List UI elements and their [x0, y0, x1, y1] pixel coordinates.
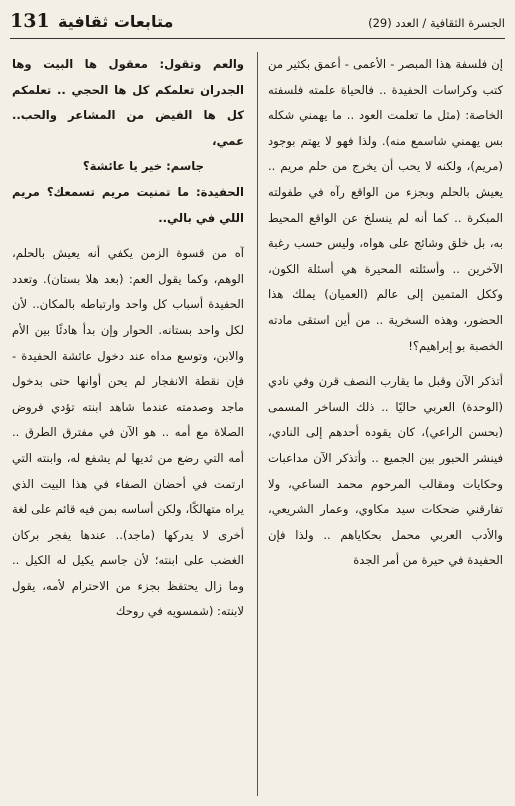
right-column — [268, 52, 503, 798]
dialogue-paragraph: والعم وتقول: معقول ها البيت وها الجدران تعلمكم كل ها الحجي .. تعلمكم كل ها الفيض من المشاعر والحب.. عمي، — [12, 57, 244, 148]
journal-info: الجسرة الثقافية / العدد (29) — [368, 16, 505, 30]
page-header — [10, 8, 505, 39]
paragraph: آه من قسوة الزمن يكفي أنه يعيش بالحلم، الوهم، وكما يقول العم: (بعد هلا بستان). وتعدد الحفيدة أسباب كل واحد وارتباطه بالمكان.. لأن لكل واحد بستانه. الحوار وإن بدأ هادئًا بين الأم والابن، وتوسع مداه عند دخول عائشة الحفيدة - فإن نقطة الانفجار لم يحن أوانها حتى بدخول ماجد وصدمته عندما شاهد ابنته تؤدي فروض الصلاة مع أمه .. هو الآن في مفترق الطرق .. أمه التي رضع من ثديها لم يشفع له، وابنته التي ارتمت في أحضان الصفاء في هذا البيت الذي يراه متهالكًا، ولكن أساسه بمن فيه قائم على لغة أخرى لا يدركها (ماجد).. عندها يفجر بركان الغضب على ابنته؛ لأن جاسم يكيل له الكيل .. وما زال يحتفظ بجزء من الاحترام لأمه، يقول لابنته: (شمسويه في روحك — [12, 246, 244, 619]
paragraph: أتذكر الآن وقبل ما يقارب النصف قرن وفي نادي (الوحدة) العربي حاليًا .. ذلك الساخر المسمى (بحسن الراعي)، كان يقوده أحدهم إلى النادي، فينشر الحبور بين الجميع .. وأتذكر الآن مداعبات وحكايات ومقالب المرحوم محمد الساعي، ولا تفارقني ضحكات سيد مكاوي، وعمار الشريعي، والأدب العربي محمل بحكاياهم .. ولذا فإن الحفيدة في حيرة من أمر الجدة — [268, 374, 503, 568]
column-divider — [257, 52, 258, 796]
dialogue-paragraph: الحفيدة: ما تمنيت مريم تسمعك؟ مريم اللي في بالي.. — [12, 184, 244, 225]
left-column — [12, 52, 244, 798]
page-number: 131 — [10, 10, 50, 32]
section-title: متابعات ثقافية — [58, 12, 174, 31]
paragraph: إن فلسفة هذا المبصر - الأعمى - أعمق بكثير من كتب وكراسات الحفيدة .. فالحياة علمته فلسفته الخاصة: (مثل ما تعلمت العود .. ما يهمني شكله بس يهمني شاسمع منه). ولذا فهو لا يهتم بوجود (مريم)، ولكنه لا يحب أن يخرج من حلم مريم .. يعيش بالحلم وبجزء من الواقع رآه في طفولته المبكرة .. كما أنه لم ينسلخ عن الواقع المحيط به، بل خلق وشائج على هواه، وليس حسب رغبة الآخرين .. وأسئلته المحيرة هي أسئلة الكون، وككل المتمين إلى عالم (العميان) يملك هذا الحضور، وهذه السخرية .. من أين استقى مادته الخصبة بو إبراهيم؟! — [268, 57, 503, 353]
dialogue-line: جاسم: خير يا عائشة؟ — [82, 159, 204, 174]
